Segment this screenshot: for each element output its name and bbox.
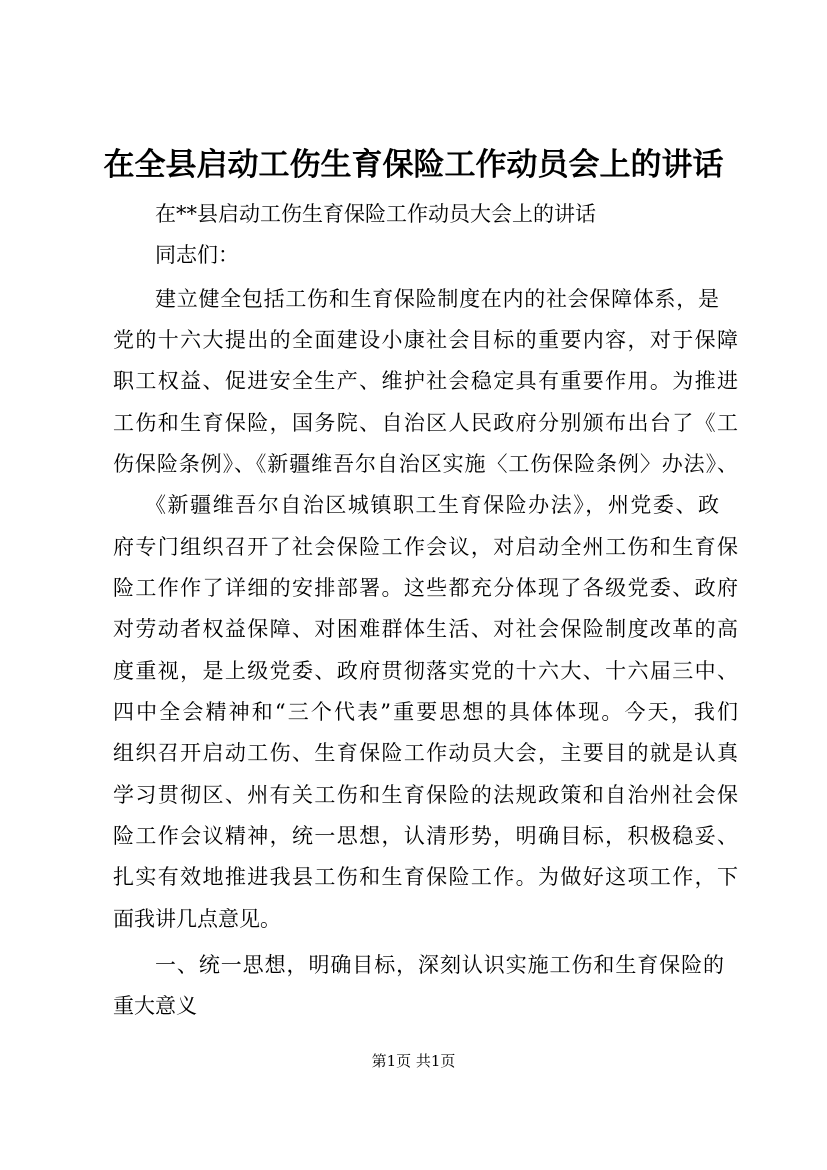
- paragraph-line: 伤保险条例》、《新疆维吾尔自治区实施〈工伤保险条例〉办法》、: [113, 452, 738, 476]
- paragraph-line: 《新疆维吾尔自治区城镇职工生育保险办法》，州党委、政: [145, 493, 719, 517]
- section-heading-line: 重大意义: [113, 994, 197, 1018]
- paragraph-line: 党的十六大提出的全面建设小康社会目标的重要内容，对于保障: [113, 328, 738, 352]
- paragraph-line: 建立健全包括工伤和生育保险制度在内的社会保障体系，是: [155, 287, 719, 311]
- section-heading-line: 一、统一思想，明确目标，深刻认识实施工伤和生育保险的: [155, 953, 724, 977]
- paragraph-line: 府专门组织召开了社会保险工作会议，对启动全州工伤和生育保: [113, 535, 738, 559]
- paragraph-line: 四中全会精神和“三个代表”重要思想的具体体现。今天，我们: [113, 700, 738, 724]
- paragraph-line: 学习贯彻区、州有关工伤和生育保险的法规政策和自治州社会保: [113, 783, 738, 807]
- paragraph-line: 对劳动者权益保障、对困难群体生活、对社会保险制度改革的高: [113, 617, 738, 641]
- paragraph-line: 险工作会议精神，统一思想，认清形势，明确目标，积极稳妥、: [113, 824, 738, 848]
- paragraph-line: 职工权益、促进安全生产、维护社会稳定具有重要作用。为推进: [113, 369, 738, 393]
- paragraph-line: 扎实有效地推进我县工伤和生育保险工作。为做好这项工作，下: [113, 865, 738, 889]
- paragraph-line: 面我讲几点意见。: [113, 907, 281, 931]
- paragraph-line: 组织召开启动工伤、生育保险工作动员大会，主要目的就是认真: [113, 741, 738, 765]
- paragraph-line: 险工作作了详细的安排部署。这些都充分体现了各级党委、政府: [113, 576, 738, 600]
- page-footer: 第1页 共1页: [371, 1052, 456, 1070]
- document-title: 在全县启动工伤生育保险工作动员会上的讲话: [103, 147, 724, 183]
- paragraph-line: 度重视，是上级党委、政府贯彻落实党的十六大、十六届三中、: [113, 659, 738, 683]
- document-subtitle: 在**县启动工伤生育保险工作动员大会上的讲话: [155, 202, 596, 226]
- paragraph-line: 工伤和生育保险，国务院、自治区人民政府分别颁布出台了《工: [113, 411, 738, 435]
- greeting: 同志们：: [155, 243, 239, 267]
